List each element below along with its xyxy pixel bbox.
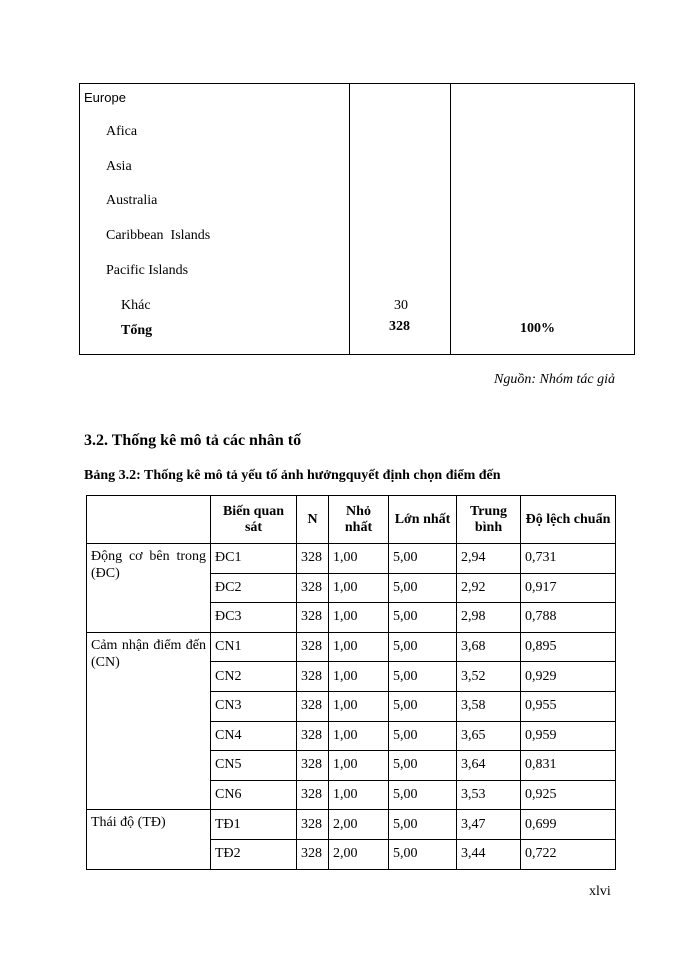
table-cell: CN3 bbox=[211, 691, 297, 721]
table-cell: 328 bbox=[297, 691, 329, 721]
table-cell: 0,699 bbox=[521, 810, 616, 840]
table-cell: 3,53 bbox=[457, 780, 521, 810]
table-cell: 1,00 bbox=[329, 544, 389, 574]
table-cell: 5,00 bbox=[389, 839, 457, 869]
table-cell: 328 bbox=[297, 839, 329, 869]
region-label: Europe bbox=[84, 90, 126, 105]
table-cell: 0,722 bbox=[521, 839, 616, 869]
table-cell: 5,00 bbox=[389, 573, 457, 603]
table-cell: 3,52 bbox=[457, 662, 521, 692]
table-cell: CN5 bbox=[211, 751, 297, 781]
table-cell: 0,895 bbox=[521, 632, 616, 662]
table-cell: 3,68 bbox=[457, 632, 521, 662]
table-cell: 0,955 bbox=[521, 691, 616, 721]
header-cell: Độ lệch chuẩn bbox=[521, 496, 616, 544]
table-cell: 1,00 bbox=[329, 662, 389, 692]
table-cell: 328 bbox=[297, 544, 329, 574]
table-cell: CN1 bbox=[211, 632, 297, 662]
total-value: 328 bbox=[389, 319, 410, 334]
table-cell: ĐC3 bbox=[211, 603, 297, 633]
table-cell: 0,925 bbox=[521, 780, 616, 810]
table-cell: 0,929 bbox=[521, 662, 616, 692]
table-cell: 328 bbox=[297, 603, 329, 633]
table-cell: 2,98 bbox=[457, 603, 521, 633]
group-name-cell: Thái độ (TĐ) bbox=[87, 810, 211, 869]
table-cell: 5,00 bbox=[389, 544, 457, 574]
table-cell: 3,65 bbox=[457, 721, 521, 751]
source-note: Nguồn: Nhóm tác giả bbox=[494, 372, 615, 387]
table-cell: 1,00 bbox=[329, 780, 389, 810]
table-cell: ĐC1 bbox=[211, 544, 297, 574]
table-cell: 1,00 bbox=[329, 603, 389, 633]
header-cell: Nhỏ nhất bbox=[329, 496, 389, 544]
table-row bbox=[87, 632, 616, 662]
table-cell: TĐ1 bbox=[211, 810, 297, 840]
table-cell: 0,959 bbox=[521, 721, 616, 751]
total-label: Tổng bbox=[121, 323, 153, 338]
table-cell: 328 bbox=[297, 632, 329, 662]
table-cell: 5,00 bbox=[389, 691, 457, 721]
header-cell bbox=[87, 496, 211, 544]
total-percent: 100% bbox=[520, 321, 555, 336]
region-item: Pacific Islands bbox=[106, 263, 189, 278]
table-cell: 1,00 bbox=[329, 751, 389, 781]
group-name-cell: Động cơ bên trong (ĐC) bbox=[87, 544, 211, 633]
table-cell: 1,00 bbox=[329, 721, 389, 751]
table-cell: 328 bbox=[297, 751, 329, 781]
table-row bbox=[87, 810, 616, 840]
table-caption: Bảng 3.2: Thống kê mô tả yếu tố ảnh hưởngquyết định chọn điểm đến bbox=[84, 468, 501, 483]
header-cell: N bbox=[297, 496, 329, 544]
page-number: xlvi bbox=[589, 884, 611, 899]
table-cell: 3,58 bbox=[457, 691, 521, 721]
header-row bbox=[87, 496, 616, 544]
table-cell: 2,00 bbox=[329, 810, 389, 840]
table-cell: 5,00 bbox=[389, 632, 457, 662]
table-cell: 3,64 bbox=[457, 751, 521, 781]
table-cell: ĐC2 bbox=[211, 573, 297, 603]
table-cell: 5,00 bbox=[389, 810, 457, 840]
table-cell: CN6 bbox=[211, 780, 297, 810]
table-cell: TĐ2 bbox=[211, 839, 297, 869]
table-cell: 5,00 bbox=[389, 751, 457, 781]
table-cell: 328 bbox=[297, 721, 329, 751]
table-cell: 5,00 bbox=[389, 662, 457, 692]
header-cell: Trung bình bbox=[457, 496, 521, 544]
table-cell: 2,92 bbox=[457, 573, 521, 603]
region-item: Australia bbox=[106, 193, 158, 208]
table-cell: 2,94 bbox=[457, 544, 521, 574]
table-cell: 0,731 bbox=[521, 544, 616, 574]
table-cell: CN2 bbox=[211, 662, 297, 692]
table-cell: 328 bbox=[297, 780, 329, 810]
table-cell: 1,00 bbox=[329, 632, 389, 662]
table-cell: 0,788 bbox=[521, 603, 616, 633]
other-value: 30 bbox=[394, 298, 408, 313]
table-cell: 3,44 bbox=[457, 839, 521, 869]
table-cell: 1,00 bbox=[329, 573, 389, 603]
table-cell: 0,917 bbox=[521, 573, 616, 603]
group-name-cell: Cảm nhận điểm đến (CN) bbox=[87, 632, 211, 810]
table-cell: 1,00 bbox=[329, 691, 389, 721]
table-cell: 5,00 bbox=[389, 780, 457, 810]
section-heading: 3.2. Thống kê mô tả các nhân tố bbox=[84, 432, 302, 449]
table-cell: CN4 bbox=[211, 721, 297, 751]
column-divider bbox=[450, 84, 451, 354]
header-cell: Biến quan sát bbox=[211, 496, 297, 544]
header-cell: Lớn nhất bbox=[389, 496, 457, 544]
region-item: Caribbean Islands bbox=[106, 228, 211, 243]
region-table bbox=[79, 83, 635, 355]
table-cell: 0,831 bbox=[521, 751, 616, 781]
column-divider bbox=[349, 84, 350, 354]
region-item: Asia bbox=[106, 159, 132, 174]
stats-table bbox=[86, 495, 616, 870]
table-cell: 328 bbox=[297, 810, 329, 840]
table-cell: 328 bbox=[297, 573, 329, 603]
table-cell: 328 bbox=[297, 662, 329, 692]
table-row bbox=[87, 544, 616, 574]
table-cell: 3,47 bbox=[457, 810, 521, 840]
table-cell: 2,00 bbox=[329, 839, 389, 869]
table-cell: 5,00 bbox=[389, 603, 457, 633]
other-label: Khác bbox=[121, 298, 151, 313]
table-cell: 5,00 bbox=[389, 721, 457, 751]
region-item: Afica bbox=[106, 124, 138, 139]
